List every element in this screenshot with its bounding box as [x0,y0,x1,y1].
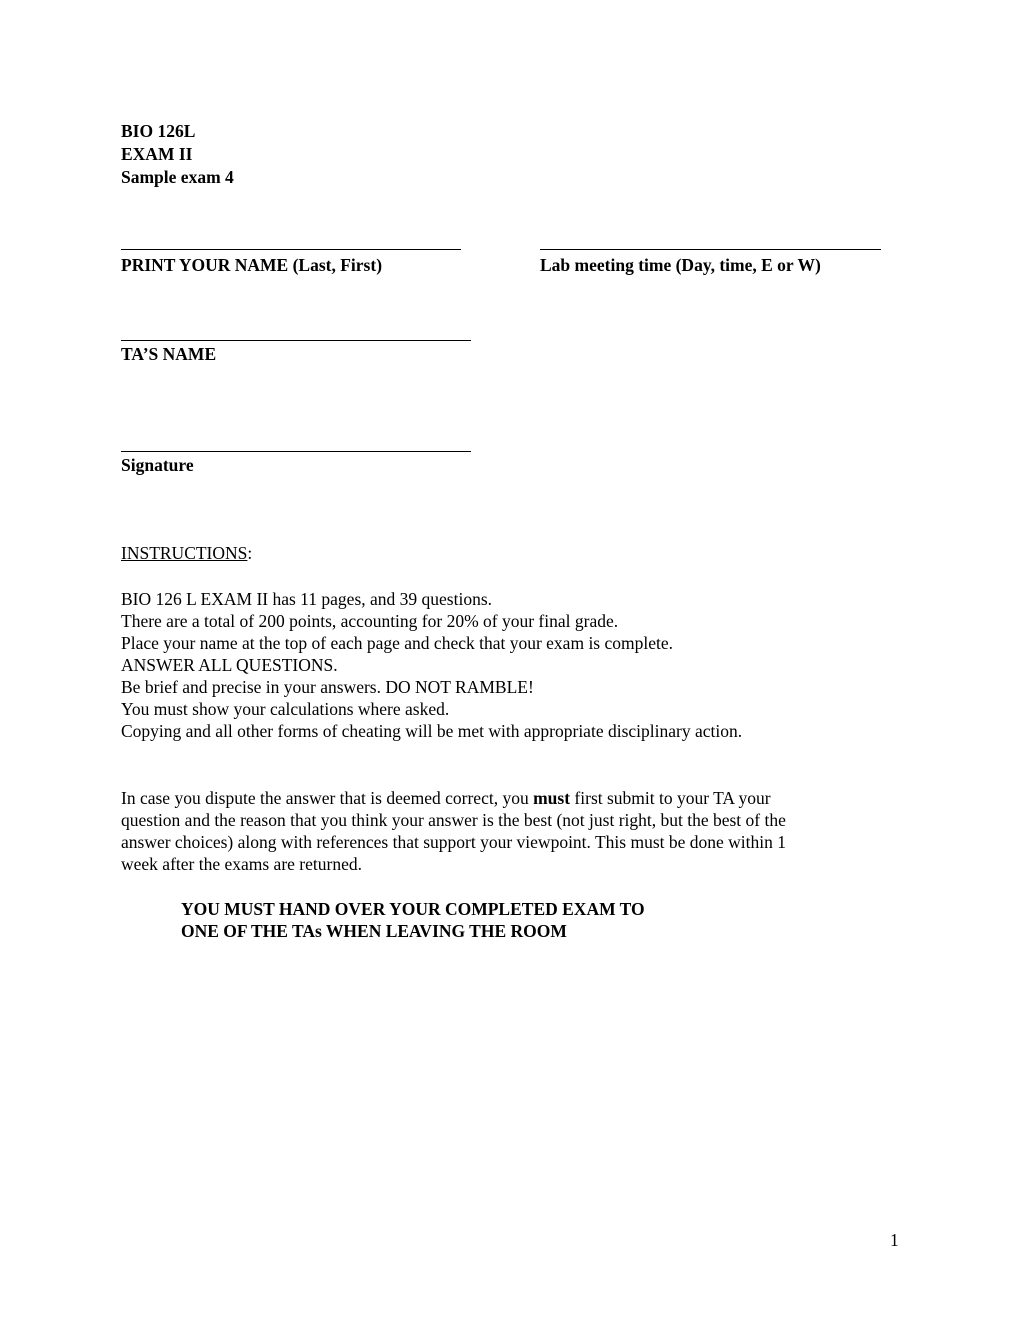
instruction-line: Be brief and precise in your answers. DO NOT RAMBLE! [121,677,534,697]
name-field-line[interactable] [121,249,461,250]
page-number: 1 [890,1230,899,1250]
dispute-line-2: question and the reason that you think your answer is the best (not just right, but the best of the [121,810,786,830]
instruction-line: Copying and all other forms of cheating will be met with appropriate disciplinary action. [121,721,743,741]
signature-field-label: Signature [121,455,194,475]
instruction-line: There are a total of 200 points, accounting for 20% of your final grade. [121,611,619,631]
dispute-line-3: answer choices) along with references that support your viewpoint. This must be done within 1 [121,832,787,852]
lab-time-field-label: Lab meeting time (Day, time, E or W) [540,255,821,275]
course-code: BIO 126L [121,121,196,141]
ta-name-field-label: TA’S NAME [121,344,217,364]
sample-label: Sample exam 4 [121,167,234,187]
ta-name-field-line[interactable] [121,340,471,341]
instruction-line: You must show your calculations where asked. [121,699,450,719]
name-field-label: PRINT YOUR NAME (Last, First) [121,255,383,275]
instruction-line: Place your name at the top of each page and check that your exam is complete. [121,633,674,653]
instruction-line: ANSWER ALL QUESTIONS. [121,655,338,675]
lab-time-field-line[interactable] [540,249,881,250]
handover-line-1: YOU MUST HAND OVER YOUR COMPLETED EXAM TO [181,899,645,919]
dispute-line-1-pre: In case you dispute the answer that is deemed correct, you [121,788,534,808]
dispute-line-1-post: first submit to your TA your [570,788,771,808]
dispute-line-1 [121,787,771,809]
instructions-heading-colon: : [247,543,253,563]
exam-title: EXAM II [121,144,193,164]
instruction-line: BIO 126 L EXAM II has 11 pages, and 39 questions. [121,589,493,609]
instructions-heading [121,542,252,565]
handover-line-2: ONE OF THE TAs WHEN LEAVING THE ROOM [181,921,567,941]
dispute-line-4: week after the exams are returned. [121,854,362,874]
signature-field-line[interactable] [121,451,471,452]
instructions-heading-text: INSTRUCTIONS [121,543,248,563]
dispute-must-emphasis: must [533,788,571,808]
